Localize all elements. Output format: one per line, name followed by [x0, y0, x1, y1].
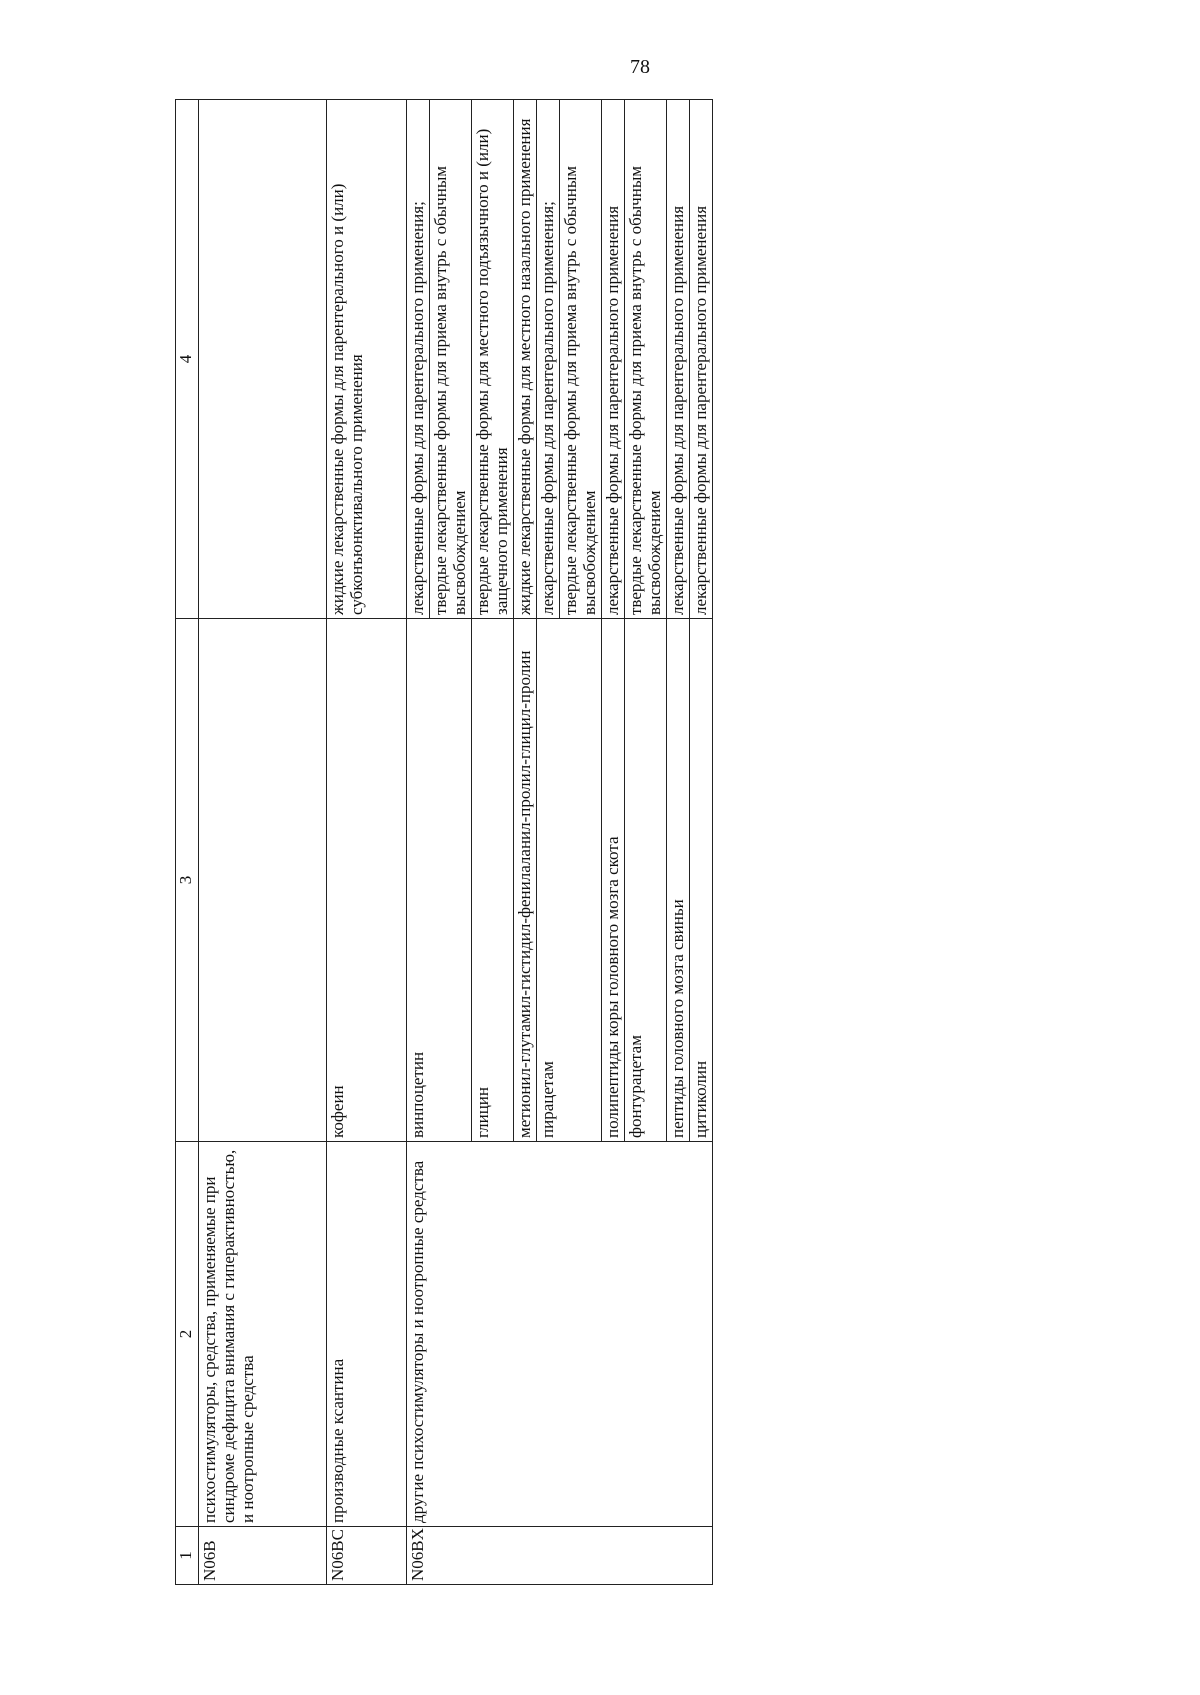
empty-cell	[602, 1527, 625, 1585]
table-row	[514, 100, 537, 1585]
drug-name: метионил-глутамил-гистидил-фенилаланил-пролил-глицил-пролин	[514, 619, 537, 1142]
drug-name: фонтурацетам	[625, 619, 667, 1142]
table-row	[472, 100, 514, 1585]
empty-cell	[667, 1527, 690, 1585]
dosage-form: твердые лекарственные формы для приема внутрь с обычным высвобождением	[560, 100, 602, 619]
drug-name: кофеин	[327, 619, 407, 1142]
drug-name: глицин	[472, 619, 514, 1142]
table-row	[199, 100, 327, 1585]
atc-code: N06BX	[407, 1527, 430, 1585]
atc-code: N06B	[199, 1527, 327, 1585]
dosage-form: твердые лекарственные формы для приема внутрь с обычным высвобождением	[625, 100, 667, 619]
dosage-form: твердые лекарственные формы для приема внутрь с обычным высвобождением	[430, 100, 472, 619]
header-row	[176, 100, 199, 1585]
rotated-table-container	[175, 100, 975, 1585]
empty-cell	[690, 1142, 713, 1527]
empty-cell	[560, 619, 602, 1142]
dosage-form: лекарственные формы для парентерального применения	[690, 100, 713, 619]
empty-cell	[537, 1142, 560, 1527]
atc-code: N06BC	[327, 1527, 407, 1585]
empty-cell	[560, 1527, 602, 1585]
table-row	[327, 100, 407, 1585]
table-row	[560, 100, 602, 1585]
empty-cell	[430, 619, 472, 1142]
dosage-form: жидкие лекарственные формы для парентерального и (или) субконъюнктивального применения	[327, 100, 407, 619]
drug-name: полипептиды коры головного мозга скота	[602, 619, 625, 1142]
drug-name: пептиды головного мозга свиньи	[667, 619, 690, 1142]
drug-name	[199, 619, 327, 1142]
table-row	[430, 100, 472, 1585]
dosage-form-line: лекарственные формы для парентерального применения;	[408, 201, 427, 615]
dosage-form: жидкие лекарственные формы для местного назального применения	[514, 100, 537, 619]
empty-cell	[667, 1142, 690, 1527]
page-number: 78	[630, 56, 650, 78]
dosage-form	[199, 100, 327, 619]
group-name: психостимуляторы, средства, применяемые при синдроме дефицита внимания с гиперактивностью, и ноотропные средства	[199, 1142, 327, 1527]
empty-cell	[514, 1527, 537, 1585]
header-col-4: 4	[176, 100, 199, 619]
header-col-2: 2	[176, 1142, 199, 1527]
empty-cell	[537, 1527, 560, 1585]
table-row	[602, 100, 625, 1585]
empty-cell	[430, 1142, 472, 1527]
empty-cell	[560, 1142, 602, 1527]
empty-cell	[602, 1142, 625, 1527]
empty-cell	[625, 1527, 667, 1585]
header-col-3: 3	[176, 619, 199, 1142]
dosage-form: лекарственные формы для парентерального применения	[602, 100, 625, 619]
drug-table	[175, 99, 713, 1585]
table-row	[625, 100, 667, 1585]
drug-name: винпоцетин	[407, 619, 430, 1142]
dosage-form: лекарственные формы для парентерального применения;	[537, 100, 560, 619]
empty-cell	[625, 1142, 667, 1527]
table-row	[407, 100, 430, 1585]
table-row	[667, 100, 690, 1585]
drug-name: пирацетам	[537, 619, 560, 1142]
table-row	[537, 100, 560, 1585]
empty-cell	[690, 1527, 713, 1585]
empty-cell	[472, 1142, 514, 1527]
group-name: производные ксантина	[327, 1142, 407, 1527]
dosage-form: твердые лекарственные формы для местного подъязычного и (или) защечного применения	[472, 100, 514, 619]
header-col-1: 1	[176, 1527, 199, 1585]
empty-cell	[472, 1527, 514, 1585]
dosage-form	[407, 100, 430, 619]
table-row	[690, 100, 713, 1585]
group-name: другие психостимуляторы и ноотропные средства	[407, 1142, 430, 1527]
dosage-form: лекарственные формы для парентерального применения	[667, 100, 690, 619]
empty-cell	[514, 1142, 537, 1527]
empty-cell	[430, 1527, 472, 1585]
drug-name: цитиколин	[690, 619, 713, 1142]
